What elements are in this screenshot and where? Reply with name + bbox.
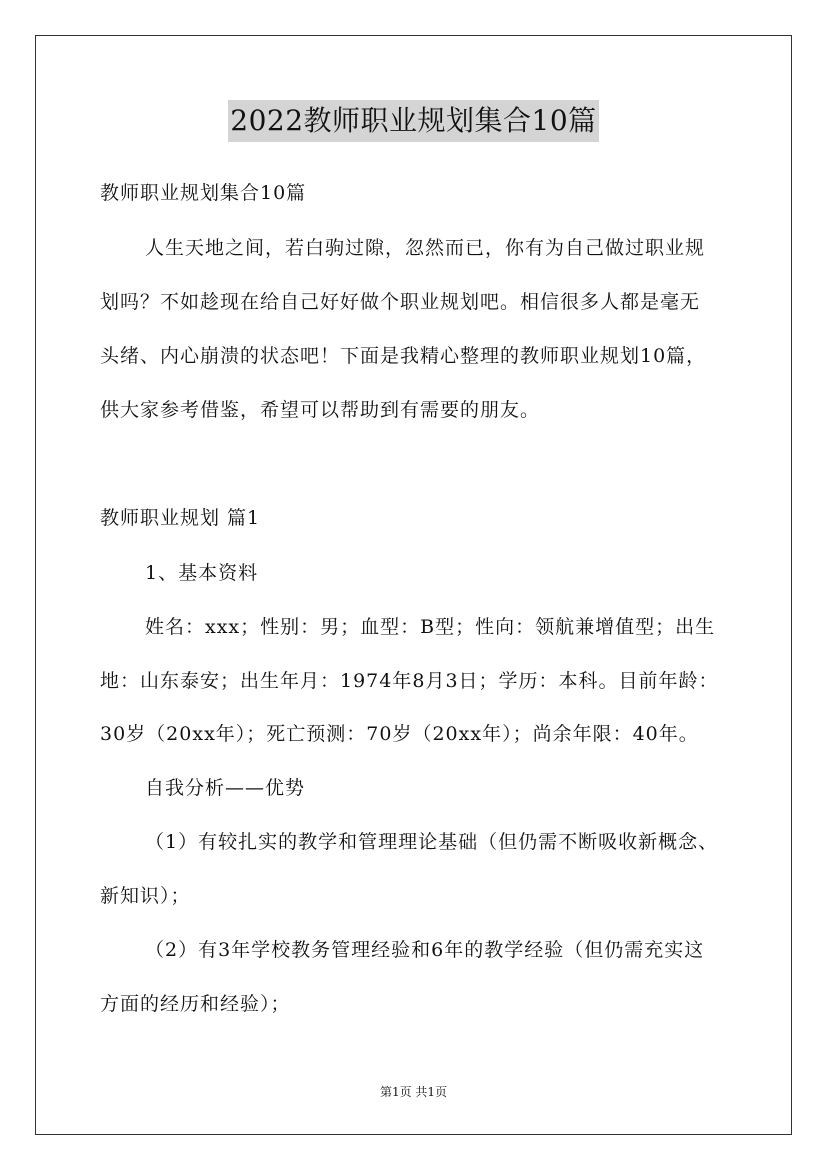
strength-1-line-2: 新知识）； xyxy=(100,885,191,907)
intro-line-1: 人生天地之间，若白驹过隙，忽然而已，你有为自己做过职业规 xyxy=(145,237,706,259)
profile-line-3: 30岁（20xx年）；死亡预测：70岁（20xx年）；尚余年限：40年。 xyxy=(100,723,699,745)
title-container xyxy=(0,100,827,142)
item-1-heading: 1、基本资料 xyxy=(145,562,259,584)
intro-line-4: 供大家参考借鉴，希望可以帮助到有需要的朋友。 xyxy=(100,399,541,421)
intro-line-3: 头绪、内心崩溃的状态吧！下面是我精心整理的教师职业规划10篇， xyxy=(100,345,707,367)
strength-1-line-1: （1）有较扎实的教学和管理理论基础（但仍需不断吸收新概念、 xyxy=(145,831,719,853)
page-footer: 第1页 共1页 xyxy=(379,1085,448,1099)
strength-2-line-1: （2）有3年学校教务管理经验和6年的教学经验（但仍需充实这 xyxy=(145,939,705,961)
profile-line-1: 姓名：xxx；性别：男；血型：B型；性向：领航兼增值型；出生 xyxy=(145,616,716,638)
profile-line-2: 地：山东泰安；出生年月：1974年8月3日；学历：本科。目前年龄： xyxy=(100,670,719,692)
analysis-heading: 自我分析——优势 xyxy=(145,777,306,799)
section-heading: 教师职业规划 篇1 xyxy=(100,507,261,529)
intro-line-2: 划吗？不如趁现在给自己好好做个职业规划吧。相信很多人都是毫无 xyxy=(100,291,701,313)
document-title: 2022教师职业规划集合10篇 xyxy=(228,100,598,142)
document-subtitle: 教师职业规划集合10篇 xyxy=(100,182,307,204)
strength-2-line-2: 方面的经历和经验）； xyxy=(100,993,291,1015)
